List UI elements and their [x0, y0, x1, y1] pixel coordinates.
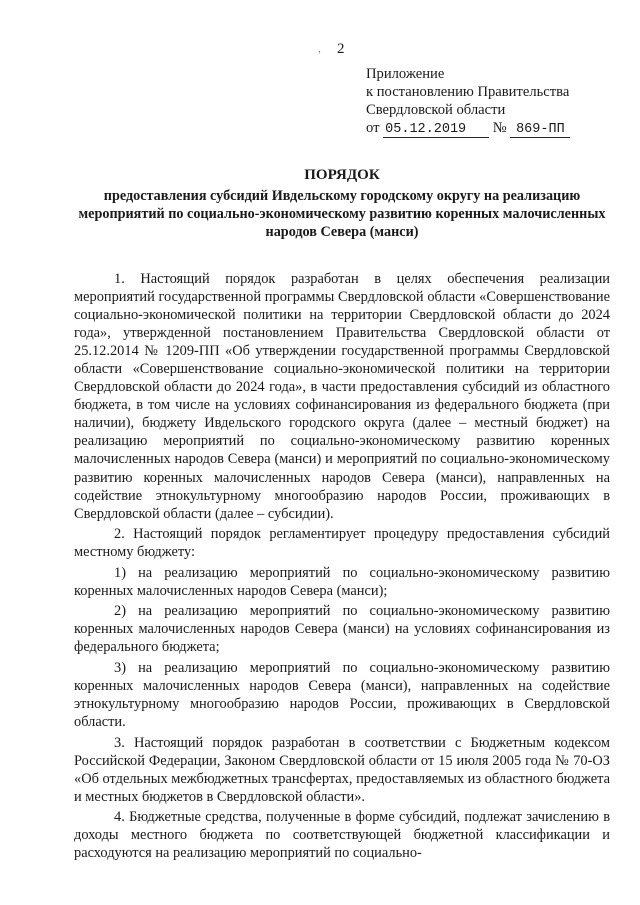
paragraph-2: 2. Настоящий порядок регламентирует процедуру предоставления субсидий местному бюджету:: [74, 526, 610, 561]
paragraph-1: 1. Настоящий порядок разработан в целях обеспечения реализации мероприятий государственной программы Свердловской области «Совершенствование социально-экономической политики на территории Свердловской области до 2024 года», утвержденной постановлением Правительства Свердловской области от 25.12.2014 № 1209-ПП «Об утверждении государственной программы Свердловской области «Совершенствование социально-экономической политики на территории Свердловской области до 2024 года», в части предоставления субсидий из областного бюджета, в том числе на условиях софинансирования из федерального бюджета (при наличии), бюджету Ивдельского городского округа (далее – местный бюджет) на реализацию мероприятий по социально-экономическому развитию коренных малочисленных народов Севера (манси) и мероприятий по социально-экономическому развитию коренных малочисленных народов Севера (манси), направленных на содействие этнокультурному многообразию народов России, проживающих в Свердловской области (далее – субсидии).: [74, 271, 610, 522]
appendix-region: Свердловской области: [366, 102, 506, 118]
appendix-date-line: [366, 119, 570, 138]
page-number: 2: [337, 41, 345, 57]
paragraph-2-item-3: 3) на реализацию мероприятий по социально-экономическому развитию коренных малочисленных народов Севера (манси), направленных на содействие этнокультурному многообразию народов России, проживающих в Свердловской области.: [74, 659, 610, 731]
paragraph-4: 4. Бюджетные средства, полученные в форме субсидий, подлежат зачислению в доходы местного бюджета по соответствующей бюджетной классификации и расходуются на реализацию мероприятий по социально-: [74, 809, 610, 862]
date-value: 05.12.2019: [383, 122, 489, 138]
number-prefix: №: [492, 120, 507, 136]
paragraph-2-item-2: 2) на реализацию мероприятий по социально-экономическому развитию коренных малочисленных народов Севера (манси) на условиях софинансирования из федерального бюджета;: [74, 603, 610, 656]
paragraph-2-item-1: 1) на реализацию мероприятий по социально-экономическому развитию коренных малочисленных народов Севера (манси);: [74, 564, 610, 599]
document-title: ПОРЯДОК: [304, 167, 380, 183]
date-prefix: от: [366, 120, 380, 136]
document-body: [74, 270, 610, 865]
document-subtitle: предоставления субсидий Ивдельскому городскому округу на реализацию мероприятий по социально-экономическому развитию коренных малочисленных народов Севера (манси): [78, 188, 606, 240]
paragraph-3: 3. Настоящий порядок разработан в соответствии с Бюджетным кодексом Российской Федерации, Законом Свердловской области от 15 июля 2005 года № 70-ОЗ «Об отдельных межбюджетных трансфертах, предоставляемых из областного бюджета и местных бюджетов в Свердловской области».: [74, 734, 610, 805]
document-title-block: [74, 166, 610, 241]
number-value: 869-ПП: [510, 122, 570, 138]
appendix-block: [366, 65, 570, 138]
scan-mark: ‚: [318, 44, 321, 54]
appendix-resolution: к постановлению Правительства: [366, 84, 570, 100]
appendix-title: Приложение: [366, 66, 445, 82]
